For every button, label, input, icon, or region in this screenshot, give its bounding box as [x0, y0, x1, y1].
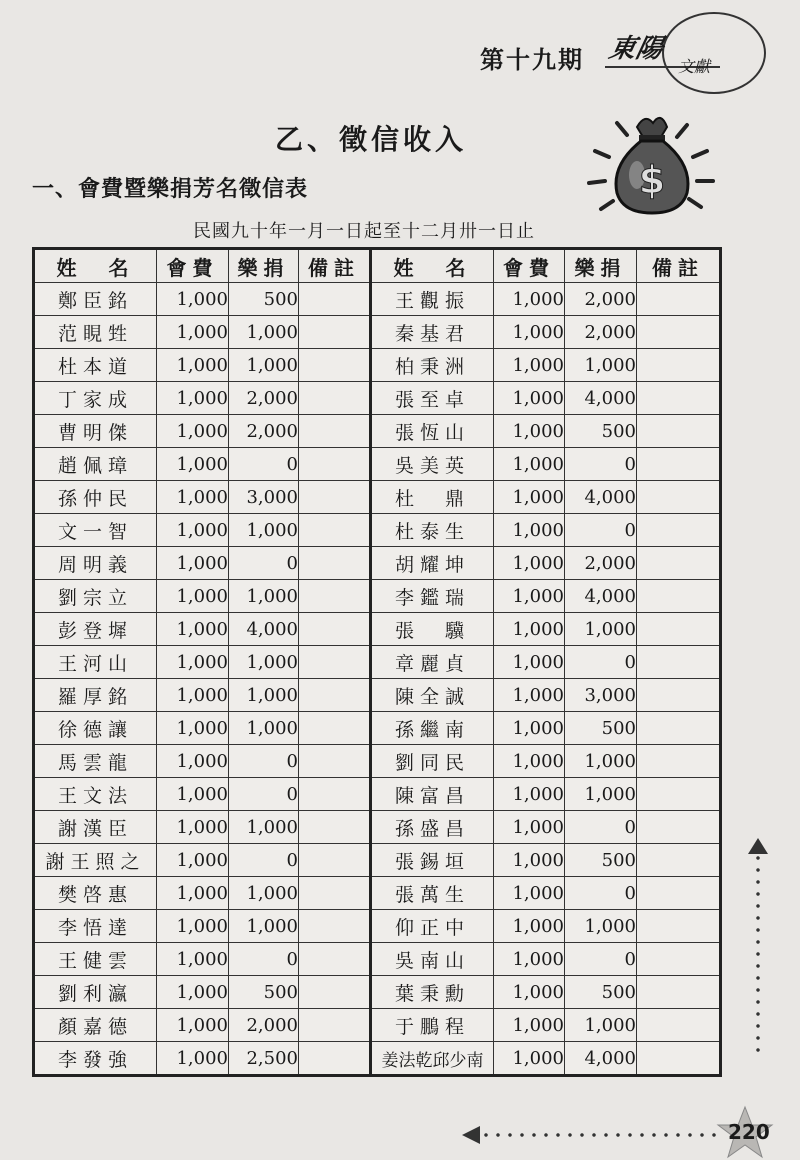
donation-amount: 0 — [565, 877, 637, 910]
table-row — [34, 778, 721, 811]
note-cell — [637, 844, 721, 877]
note-cell — [637, 646, 721, 679]
table-header-row — [34, 249, 721, 283]
membership-fee: 1,000 — [494, 1009, 565, 1042]
note-cell — [637, 448, 721, 481]
membership-fee: 1,000 — [157, 382, 229, 415]
table-row — [34, 646, 721, 679]
table-row — [34, 712, 721, 745]
donation-amount: 0 — [229, 778, 299, 811]
donation-amount: 2,000 — [565, 283, 637, 316]
donation-amount: 1,000 — [229, 910, 299, 943]
donation-amount: 0 — [229, 943, 299, 976]
donation-amount: 1,000 — [229, 646, 299, 679]
donor-name: 劉同民 — [371, 745, 494, 778]
journal-logo-sub: 文獻 — [678, 57, 711, 76]
membership-fee: 1,000 — [494, 481, 565, 514]
table-row — [34, 1042, 721, 1076]
donor-name: 謝漢臣 — [34, 811, 157, 844]
note-cell — [637, 415, 721, 448]
note-cell — [299, 613, 371, 646]
note-cell — [299, 481, 371, 514]
table-row — [34, 382, 721, 415]
membership-fee: 1,000 — [494, 778, 565, 811]
donor-name: 仰正中 — [371, 910, 494, 943]
note-cell — [299, 415, 371, 448]
donation-amount: 1,000 — [229, 679, 299, 712]
membership-fee: 1,000 — [157, 1009, 229, 1042]
column-header-fee: 會費 — [494, 249, 565, 283]
table-row — [34, 415, 721, 448]
donor-name: 李鑑瑞 — [371, 580, 494, 613]
donor-name: 范睍甡 — [34, 316, 157, 349]
membership-fee: 1,000 — [494, 844, 565, 877]
donor-name: 吳美英 — [371, 448, 494, 481]
table-row — [34, 514, 721, 547]
table-row — [34, 877, 721, 910]
note-cell — [299, 547, 371, 580]
donation-amount: 1,000 — [229, 877, 299, 910]
membership-fee: 1,000 — [157, 910, 229, 943]
donation-amount: 1,000 — [229, 514, 299, 547]
donor-name: 丁家成 — [34, 382, 157, 415]
subsection-title: 一、會費暨樂捐芳名徵信表 — [32, 176, 309, 202]
donor-name: 王文法 — [34, 778, 157, 811]
membership-fee: 1,000 — [157, 349, 229, 382]
membership-fee: 1,000 — [157, 580, 229, 613]
membership-fee: 1,000 — [157, 547, 229, 580]
note-cell — [637, 910, 721, 943]
membership-fee: 1,000 — [494, 1042, 565, 1076]
membership-fee: 1,000 — [494, 745, 565, 778]
note-cell — [299, 316, 371, 349]
donation-amount: 0 — [229, 844, 299, 877]
note-cell — [299, 844, 371, 877]
membership-fee: 1,000 — [157, 646, 229, 679]
donation-amount: 0 — [565, 448, 637, 481]
donor-name: 孫盛昌 — [371, 811, 494, 844]
donation-amount: 0 — [229, 448, 299, 481]
note-cell — [299, 1042, 371, 1076]
donor-name: 葉秉勳 — [371, 976, 494, 1009]
money-bag-icon — [575, 105, 725, 220]
note-cell — [637, 1009, 721, 1042]
table-row — [34, 1009, 721, 1042]
page-number: 220 — [728, 1120, 770, 1144]
table-row — [34, 844, 721, 877]
donation-amount: 1,000 — [565, 910, 637, 943]
note-cell — [637, 580, 721, 613]
donation-amount: 500 — [565, 844, 637, 877]
donor-name: 秦基君 — [371, 316, 494, 349]
donor-name: 孫繼南 — [371, 712, 494, 745]
note-cell — [299, 349, 371, 382]
note-cell — [299, 448, 371, 481]
donation-amount: 4,000 — [565, 481, 637, 514]
donor-name: 張萬生 — [371, 877, 494, 910]
donation-amount: 500 — [229, 283, 299, 316]
donor-name: 孫仲民 — [34, 481, 157, 514]
donation-amount: 0 — [229, 547, 299, 580]
membership-fee: 1,000 — [494, 877, 565, 910]
donor-name: 李悟達 — [34, 910, 157, 943]
membership-fee: 1,000 — [157, 811, 229, 844]
table-row — [34, 811, 721, 844]
membership-fee: 1,000 — [494, 976, 565, 1009]
membership-fee: 1,000 — [157, 844, 229, 877]
note-cell — [637, 349, 721, 382]
donation-amount: 4,000 — [565, 382, 637, 415]
note-cell — [299, 580, 371, 613]
donation-amount: 0 — [565, 514, 637, 547]
section-title: 乙、徵信收入 — [275, 123, 468, 156]
membership-fee: 1,000 — [157, 415, 229, 448]
membership-fee: 1,000 — [157, 943, 229, 976]
donor-name: 樊啓惠 — [34, 877, 157, 910]
donor-name: 李發強 — [34, 1042, 157, 1076]
note-cell — [299, 712, 371, 745]
donor-table — [32, 247, 722, 1077]
note-cell — [637, 481, 721, 514]
donor-name: 張至卓 — [371, 382, 494, 415]
membership-fee: 1,000 — [494, 943, 565, 976]
donor-name: 周明義 — [34, 547, 157, 580]
donor-name: 張恆山 — [371, 415, 494, 448]
table-row — [34, 580, 721, 613]
note-cell — [299, 514, 371, 547]
table-row — [34, 745, 721, 778]
membership-fee: 1,000 — [494, 613, 565, 646]
donor-name: 姜法乾邱少南 — [371, 1042, 494, 1076]
donation-amount: 2,500 — [229, 1042, 299, 1076]
donor-name: 王河山 — [34, 646, 157, 679]
donation-amount: 1,000 — [229, 349, 299, 382]
donation-amount: 1,000 — [229, 316, 299, 349]
table-row — [34, 481, 721, 514]
note-cell — [637, 547, 721, 580]
journal-logo-circle — [662, 12, 766, 94]
donation-amount: 4,000 — [229, 613, 299, 646]
table-row — [34, 283, 721, 316]
donor-name: 羅厚銘 — [34, 679, 157, 712]
note-cell — [299, 382, 371, 415]
table-row — [34, 613, 721, 646]
note-cell — [637, 745, 721, 778]
membership-fee: 1,000 — [157, 745, 229, 778]
donation-amount: 3,000 — [229, 481, 299, 514]
membership-fee: 1,000 — [494, 811, 565, 844]
donor-name: 杜泰生 — [371, 514, 494, 547]
membership-fee: 1,000 — [494, 283, 565, 316]
donation-amount: 500 — [565, 976, 637, 1009]
note-cell — [299, 646, 371, 679]
note-cell — [637, 976, 721, 1009]
note-cell — [637, 712, 721, 745]
note-cell — [637, 283, 721, 316]
donation-amount: 1,000 — [229, 580, 299, 613]
donor-name: 王觀振 — [371, 283, 494, 316]
donor-name: 張錫垣 — [371, 844, 494, 877]
donation-amount: 1,000 — [565, 613, 637, 646]
membership-fee: 1,000 — [494, 910, 565, 943]
membership-fee: 1,000 — [157, 778, 229, 811]
donation-amount: 500 — [565, 712, 637, 745]
donor-name: 陳全誠 — [371, 679, 494, 712]
note-cell — [299, 745, 371, 778]
donor-name: 吳南山 — [371, 943, 494, 976]
note-cell — [299, 943, 371, 976]
membership-fee: 1,000 — [494, 679, 565, 712]
donor-name: 杜 鼎 — [371, 481, 494, 514]
donor-name: 徐德讓 — [34, 712, 157, 745]
donation-amount: 2,000 — [229, 1009, 299, 1042]
note-cell — [299, 1009, 371, 1042]
dotted-line-horizontal — [480, 1132, 720, 1138]
note-cell — [299, 877, 371, 910]
donation-amount: 500 — [229, 976, 299, 1009]
donor-name: 鄭臣銘 — [34, 283, 157, 316]
membership-fee: 1,000 — [157, 1042, 229, 1076]
membership-fee: 1,000 — [157, 481, 229, 514]
donor-name: 顏嘉德 — [34, 1009, 157, 1042]
note-cell — [299, 910, 371, 943]
membership-fee: 1,000 — [157, 976, 229, 1009]
table-row — [34, 349, 721, 382]
donation-amount: 3,000 — [565, 679, 637, 712]
donation-amount: 0 — [565, 811, 637, 844]
membership-fee: 1,000 — [494, 580, 565, 613]
membership-fee: 1,000 — [157, 514, 229, 547]
donor-name: 張 驥 — [371, 613, 494, 646]
note-cell — [299, 679, 371, 712]
membership-fee: 1,000 — [157, 679, 229, 712]
column-header-donation: 樂捐 — [229, 249, 299, 283]
svg-text:$: $ — [638, 158, 666, 202]
note-cell — [637, 943, 721, 976]
membership-fee: 1,000 — [157, 712, 229, 745]
note-cell — [299, 283, 371, 316]
membership-fee: 1,000 — [157, 613, 229, 646]
donation-amount: 0 — [565, 646, 637, 679]
donation-amount: 2,000 — [229, 382, 299, 415]
donation-amount: 1,000 — [229, 811, 299, 844]
donor-name: 胡耀坤 — [371, 547, 494, 580]
note-cell — [637, 316, 721, 349]
membership-fee: 1,000 — [494, 514, 565, 547]
donation-amount: 4,000 — [565, 1042, 637, 1076]
donor-name: 劉利瀛 — [34, 976, 157, 1009]
donation-amount: 500 — [565, 415, 637, 448]
note-cell — [637, 514, 721, 547]
column-header-name: 姓 名 — [34, 249, 157, 283]
donation-amount: 0 — [565, 943, 637, 976]
donor-name: 趙佩璋 — [34, 448, 157, 481]
donation-amount: 1,000 — [229, 712, 299, 745]
donation-amount: 1,000 — [565, 349, 637, 382]
membership-fee: 1,000 — [157, 448, 229, 481]
note-cell — [637, 778, 721, 811]
donation-amount: 1,000 — [565, 1009, 637, 1042]
donor-name: 馬雲龍 — [34, 745, 157, 778]
membership-fee: 1,000 — [494, 415, 565, 448]
membership-fee: 1,000 — [494, 349, 565, 382]
arrow-left-icon — [462, 1126, 480, 1144]
table-row — [34, 943, 721, 976]
membership-fee: 1,000 — [494, 712, 565, 745]
membership-fee: 1,000 — [157, 316, 229, 349]
donor-name: 彭登墀 — [34, 613, 157, 646]
donor-name: 謝王照之 — [34, 844, 157, 877]
donation-amount: 4,000 — [565, 580, 637, 613]
column-header-note: 備註 — [299, 249, 371, 283]
column-header-note: 備註 — [637, 249, 721, 283]
donor-name: 曹明傑 — [34, 415, 157, 448]
donation-amount: 0 — [229, 745, 299, 778]
table-row — [34, 547, 721, 580]
note-cell — [299, 778, 371, 811]
donor-name: 杜本道 — [34, 349, 157, 382]
membership-fee: 1,000 — [494, 316, 565, 349]
donation-amount: 1,000 — [565, 745, 637, 778]
note-cell — [637, 679, 721, 712]
table-row — [34, 976, 721, 1009]
membership-fee: 1,000 — [157, 283, 229, 316]
column-header-donation: 樂捐 — [565, 249, 637, 283]
donation-amount: 1,000 — [565, 778, 637, 811]
column-header-fee: 會費 — [157, 249, 229, 283]
donor-name: 文一智 — [34, 514, 157, 547]
note-cell — [637, 1042, 721, 1076]
note-cell — [637, 613, 721, 646]
donor-name: 劉宗立 — [34, 580, 157, 613]
membership-fee: 1,000 — [494, 646, 565, 679]
note-cell — [299, 811, 371, 844]
donor-name: 于鵬程 — [371, 1009, 494, 1042]
date-range: 民國九十年一月一日起至十二月卅一日止 — [193, 221, 535, 242]
donation-amount: 2,000 — [565, 316, 637, 349]
donation-amount: 2,000 — [229, 415, 299, 448]
membership-fee: 1,000 — [494, 382, 565, 415]
note-cell — [637, 382, 721, 415]
note-cell — [299, 976, 371, 1009]
note-cell — [637, 811, 721, 844]
note-cell — [637, 877, 721, 910]
column-header-name: 姓 名 — [371, 249, 494, 283]
membership-fee: 1,000 — [494, 448, 565, 481]
donor-name: 陳富昌 — [371, 778, 494, 811]
table-row — [34, 316, 721, 349]
donor-name: 柏秉洲 — [371, 349, 494, 382]
donor-name: 王健雲 — [34, 943, 157, 976]
table-row — [34, 910, 721, 943]
donation-amount: 2,000 — [565, 547, 637, 580]
dotted-line-vertical — [755, 852, 761, 1057]
issue-number: 第十九期 — [480, 45, 584, 74]
table-row — [34, 679, 721, 712]
journal-logo-main: 東陽 — [606, 34, 667, 64]
membership-fee: 1,000 — [157, 877, 229, 910]
table-row — [34, 448, 721, 481]
membership-fee: 1,000 — [494, 547, 565, 580]
donor-name: 章麗貞 — [371, 646, 494, 679]
